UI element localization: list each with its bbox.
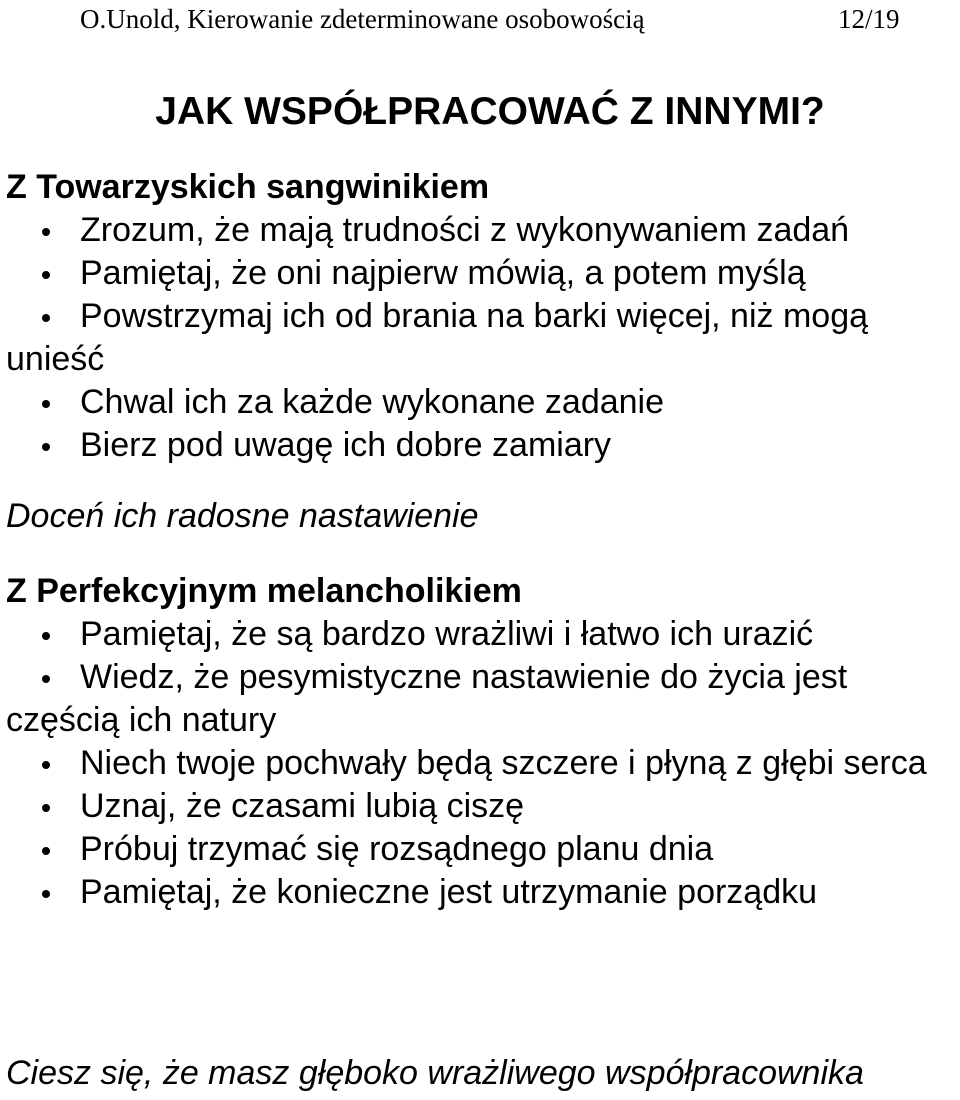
list-item-text: Pamiętaj, że konieczne jest utrzymanie porządku: [80, 873, 818, 911]
list-item: [6, 424, 956, 467]
list-item-text: Powstrzymaj ich od brania na barki więcej, niż mogą unieść: [6, 297, 869, 378]
list-item: [6, 209, 956, 252]
list-item-text: Uznaj, że czasami lubią ciszę: [80, 787, 525, 825]
list-item: [6, 785, 956, 828]
bullet-icon: [42, 675, 50, 683]
list-item-text: Niech twoje pochwały będą szczere i płyną z głębi serca: [80, 744, 927, 782]
spacer: [6, 467, 956, 495]
page-header: [0, 2, 960, 36]
list-item: [6, 295, 956, 381]
page-title: JAK WSPÓŁPRACOWAĆ Z INNYMI?: [155, 90, 825, 133]
bullet-list-melancholik: [6, 613, 956, 914]
bullet-icon: [42, 314, 50, 322]
bullet-list-sangwinik: [6, 209, 956, 467]
list-item: [6, 613, 956, 656]
list-item-text: Bierz pod uwagę ich dobre zamiary: [80, 426, 612, 464]
list-item-text: Pamiętaj, że oni najpierw mówią, a potem myślą: [80, 254, 806, 292]
header-author-title: O.Unold, Kierowanie zdeterminowane osobowością: [80, 4, 645, 34]
bullet-icon: [42, 228, 50, 236]
bullet-icon: [42, 847, 50, 855]
list-item-text: Chwal ich za każde wykonane zadanie: [80, 383, 665, 421]
section-note-melancholik: Ciesz się, że masz głęboko wrażliwego współpracownika: [6, 1054, 864, 1092]
bullet-icon: [42, 632, 50, 640]
bullet-icon: [42, 271, 50, 279]
document-body: [6, 166, 956, 914]
bullet-icon: [42, 443, 50, 451]
list-item-text: Wiedz, że pesymistyczne nastawienie do życia jest częścią ich natury: [6, 658, 848, 739]
spacer: [6, 538, 956, 570]
list-item-text: Zrozum, że mają trudności z wykonywaniem zadań: [80, 211, 850, 249]
list-item: [6, 656, 956, 742]
section-note-sangwinik: Doceń ich radosne nastawienie: [6, 497, 479, 535]
bullet-icon: [42, 761, 50, 769]
list-item: [6, 381, 956, 424]
list-item-text: Próbuj trzymać się rozsądnego planu dnia: [80, 830, 714, 868]
section-heading-sangwinik: Z Towarzyskich sangwinikiem: [6, 168, 490, 206]
list-item-text: Pamiętaj, że są bardzo wrażliwi i łatwo ich urazić: [80, 615, 814, 653]
bullet-icon: [42, 890, 50, 898]
list-item: [6, 871, 956, 914]
section-heading-melancholik: Z Perfekcyjnym melancholikiem: [6, 572, 522, 610]
list-item: [6, 252, 956, 295]
list-item: [6, 828, 956, 871]
bullet-icon: [42, 400, 50, 408]
list-item: [6, 742, 956, 785]
header-page-number: 12/19: [838, 4, 900, 34]
bullet-icon: [42, 804, 50, 812]
